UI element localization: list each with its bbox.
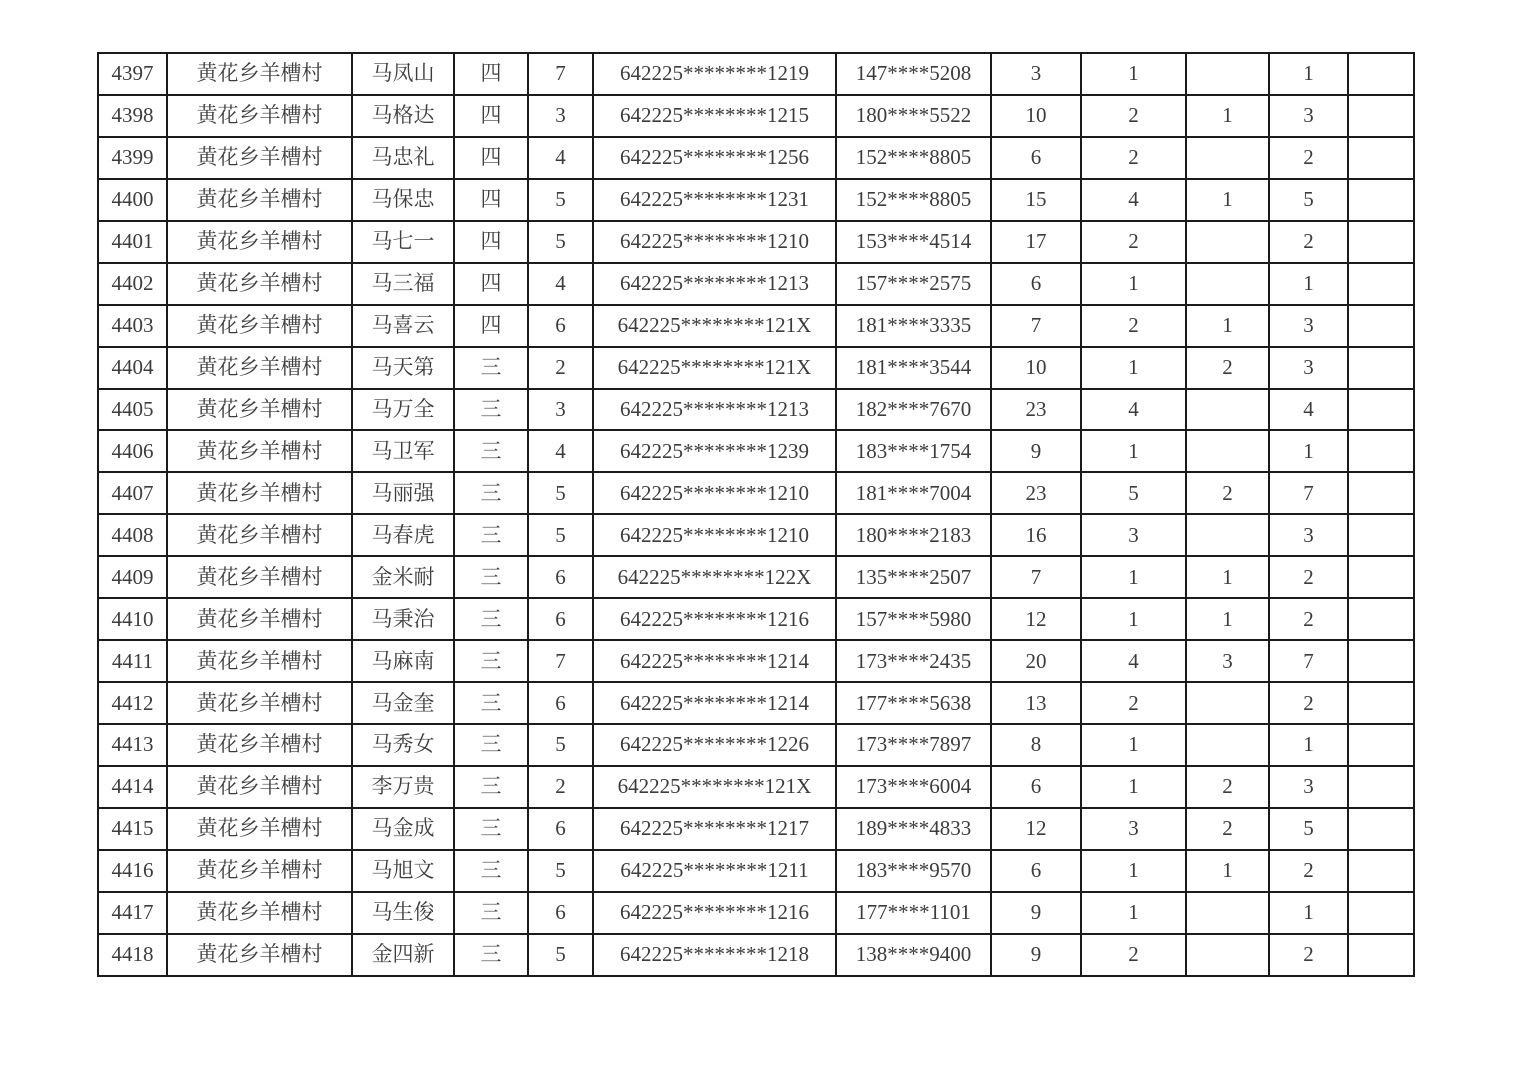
value-cell-a: 3 [991, 53, 1081, 95]
value-cell-c [1186, 514, 1269, 556]
value-cell-b: 2 [1081, 305, 1186, 347]
value-cell-b: 1 [1081, 766, 1186, 808]
value-cell-a: 17 [991, 221, 1081, 263]
blank-cell [1348, 766, 1414, 808]
value-cell-c [1186, 724, 1269, 766]
phone-number-cell: 181****3544 [836, 347, 991, 389]
table-row [98, 934, 1414, 976]
serial-number-cell: 4417 [98, 892, 167, 934]
serial-number-cell: 4399 [98, 137, 167, 179]
value-cell-c [1186, 389, 1269, 431]
phone-number-cell: 180****5522 [836, 95, 991, 137]
id-number-cell: 642225********1210 [593, 514, 836, 556]
id-number-cell: 642225********1256 [593, 137, 836, 179]
group-numeral-cell: 四 [454, 95, 528, 137]
serial-number-cell: 4406 [98, 430, 167, 472]
value-cell-d: 1 [1269, 430, 1348, 472]
blank-cell [1348, 263, 1414, 305]
count-cell: 6 [528, 598, 593, 640]
id-number-cell: 642225********1210 [593, 221, 836, 263]
blank-cell [1348, 95, 1414, 137]
phone-number-cell: 147****5208 [836, 53, 991, 95]
group-numeral-cell: 三 [454, 556, 528, 598]
value-cell-b: 1 [1081, 724, 1186, 766]
table-row [98, 221, 1414, 263]
value-cell-c: 3 [1186, 640, 1269, 682]
value-cell-a: 7 [991, 556, 1081, 598]
group-numeral-cell: 四 [454, 53, 528, 95]
blank-cell [1348, 808, 1414, 850]
village-cell: 黄花乡羊槽村 [167, 640, 352, 682]
id-number-cell: 642225********1239 [593, 430, 836, 472]
value-cell-c: 1 [1186, 305, 1269, 347]
value-cell-d: 4 [1269, 389, 1348, 431]
table-row [98, 263, 1414, 305]
value-cell-b: 1 [1081, 347, 1186, 389]
serial-number-cell: 4407 [98, 472, 167, 514]
count-cell: 7 [528, 53, 593, 95]
village-cell: 黄花乡羊槽村 [167, 347, 352, 389]
phone-number-cell: 189****4833 [836, 808, 991, 850]
value-cell-b: 2 [1081, 221, 1186, 263]
name-cell: 马金成 [352, 808, 454, 850]
group-numeral-cell: 三 [454, 850, 528, 892]
value-cell-d: 2 [1269, 934, 1348, 976]
blank-cell [1348, 556, 1414, 598]
value-cell-a: 15 [991, 179, 1081, 221]
phone-number-cell: 180****2183 [836, 514, 991, 556]
value-cell-c: 1 [1186, 95, 1269, 137]
value-cell-d: 7 [1269, 472, 1348, 514]
group-numeral-cell: 三 [454, 514, 528, 556]
value-cell-a: 12 [991, 598, 1081, 640]
name-cell: 马卫军 [352, 430, 454, 472]
table-row [98, 598, 1414, 640]
value-cell-a: 10 [991, 347, 1081, 389]
name-cell: 马生俊 [352, 892, 454, 934]
name-cell: 马万全 [352, 389, 454, 431]
value-cell-c [1186, 934, 1269, 976]
count-cell: 6 [528, 556, 593, 598]
value-cell-b: 2 [1081, 682, 1186, 724]
table-row [98, 808, 1414, 850]
blank-cell [1348, 682, 1414, 724]
value-cell-b: 5 [1081, 472, 1186, 514]
group-numeral-cell: 三 [454, 472, 528, 514]
blank-cell [1348, 472, 1414, 514]
name-cell: 马忠礼 [352, 137, 454, 179]
serial-number-cell: 4400 [98, 179, 167, 221]
value-cell-a: 8 [991, 724, 1081, 766]
group-numeral-cell: 四 [454, 179, 528, 221]
group-numeral-cell: 三 [454, 892, 528, 934]
count-cell: 6 [528, 305, 593, 347]
phone-number-cell: 153****4514 [836, 221, 991, 263]
blank-cell [1348, 347, 1414, 389]
value-cell-a: 16 [991, 514, 1081, 556]
name-cell: 马秀女 [352, 724, 454, 766]
value-cell-a: 6 [991, 137, 1081, 179]
value-cell-c [1186, 221, 1269, 263]
value-cell-c: 1 [1186, 179, 1269, 221]
value-cell-d: 2 [1269, 137, 1348, 179]
blank-cell [1348, 598, 1414, 640]
name-cell: 金四新 [352, 934, 454, 976]
group-numeral-cell: 三 [454, 598, 528, 640]
phone-number-cell: 152****8805 [836, 137, 991, 179]
value-cell-b: 1 [1081, 892, 1186, 934]
serial-number-cell: 4401 [98, 221, 167, 263]
name-cell: 马喜云 [352, 305, 454, 347]
value-cell-b: 1 [1081, 598, 1186, 640]
value-cell-d: 5 [1269, 179, 1348, 221]
table-row [98, 556, 1414, 598]
id-number-cell: 642225********122X [593, 556, 836, 598]
value-cell-b: 1 [1081, 850, 1186, 892]
blank-cell [1348, 892, 1414, 934]
blank-cell [1348, 137, 1414, 179]
id-number-cell: 642225********1214 [593, 640, 836, 682]
name-cell: 马金奎 [352, 682, 454, 724]
blank-cell [1348, 53, 1414, 95]
value-cell-c [1186, 53, 1269, 95]
village-cell: 黄花乡羊槽村 [167, 514, 352, 556]
value-cell-d: 7 [1269, 640, 1348, 682]
table-row [98, 472, 1414, 514]
id-number-cell: 642225********1214 [593, 682, 836, 724]
count-cell: 5 [528, 472, 593, 514]
value-cell-a: 23 [991, 389, 1081, 431]
serial-number-cell: 4416 [98, 850, 167, 892]
count-cell: 4 [528, 430, 593, 472]
count-cell: 5 [528, 514, 593, 556]
value-cell-b: 2 [1081, 934, 1186, 976]
name-cell: 马秉治 [352, 598, 454, 640]
table-row [98, 305, 1414, 347]
value-cell-a: 6 [991, 766, 1081, 808]
phone-number-cell: 173****2435 [836, 640, 991, 682]
value-cell-d: 3 [1269, 766, 1348, 808]
group-numeral-cell: 三 [454, 808, 528, 850]
serial-number-cell: 4413 [98, 724, 167, 766]
phone-number-cell: 177****1101 [836, 892, 991, 934]
count-cell: 7 [528, 640, 593, 682]
group-numeral-cell: 三 [454, 724, 528, 766]
village-cell: 黄花乡羊槽村 [167, 472, 352, 514]
value-cell-a: 12 [991, 808, 1081, 850]
value-cell-c [1186, 263, 1269, 305]
group-numeral-cell: 三 [454, 934, 528, 976]
table-row [98, 850, 1414, 892]
blank-cell [1348, 850, 1414, 892]
serial-number-cell: 4418 [98, 934, 167, 976]
value-cell-a: 23 [991, 472, 1081, 514]
value-cell-d: 2 [1269, 850, 1348, 892]
value-cell-d: 5 [1269, 808, 1348, 850]
table-row [98, 389, 1414, 431]
value-cell-c: 1 [1186, 598, 1269, 640]
village-cell: 黄花乡羊槽村 [167, 808, 352, 850]
blank-cell [1348, 430, 1414, 472]
count-cell: 6 [528, 682, 593, 724]
phone-number-cell: 181****7004 [836, 472, 991, 514]
value-cell-a: 9 [991, 892, 1081, 934]
value-cell-b: 2 [1081, 137, 1186, 179]
phone-number-cell: 157****2575 [836, 263, 991, 305]
serial-number-cell: 4409 [98, 556, 167, 598]
phone-number-cell: 135****2507 [836, 556, 991, 598]
value-cell-b: 1 [1081, 53, 1186, 95]
serial-number-cell: 4410 [98, 598, 167, 640]
count-cell: 3 [528, 389, 593, 431]
phone-number-cell: 177****5638 [836, 682, 991, 724]
name-cell: 马麻南 [352, 640, 454, 682]
value-cell-d: 3 [1269, 95, 1348, 137]
value-cell-d: 2 [1269, 221, 1348, 263]
village-cell: 黄花乡羊槽村 [167, 263, 352, 305]
name-cell: 马春虎 [352, 514, 454, 556]
value-cell-d: 2 [1269, 682, 1348, 724]
value-cell-b: 3 [1081, 514, 1186, 556]
name-cell: 马天第 [352, 347, 454, 389]
value-cell-a: 10 [991, 95, 1081, 137]
name-cell: 李万贵 [352, 766, 454, 808]
name-cell: 马凤山 [352, 53, 454, 95]
serial-number-cell: 4403 [98, 305, 167, 347]
value-cell-c [1186, 137, 1269, 179]
name-cell: 马格达 [352, 95, 454, 137]
phone-number-cell: 183****1754 [836, 430, 991, 472]
id-number-cell: 642225********1218 [593, 934, 836, 976]
phone-number-cell: 138****9400 [836, 934, 991, 976]
phone-number-cell: 173****7897 [836, 724, 991, 766]
village-cell: 黄花乡羊槽村 [167, 598, 352, 640]
phone-number-cell: 181****3335 [836, 305, 991, 347]
value-cell-c [1186, 682, 1269, 724]
blank-cell [1348, 305, 1414, 347]
id-number-cell: 642225********1216 [593, 892, 836, 934]
group-numeral-cell: 三 [454, 682, 528, 724]
serial-number-cell: 4414 [98, 766, 167, 808]
serial-number-cell: 4415 [98, 808, 167, 850]
table-row [98, 95, 1414, 137]
value-cell-a: 9 [991, 430, 1081, 472]
village-cell: 黄花乡羊槽村 [167, 221, 352, 263]
village-cell: 黄花乡羊槽村 [167, 137, 352, 179]
village-cell: 黄花乡羊槽村 [167, 682, 352, 724]
value-cell-d: 2 [1269, 598, 1348, 640]
value-cell-c [1186, 892, 1269, 934]
value-cell-c [1186, 430, 1269, 472]
blank-cell [1348, 389, 1414, 431]
value-cell-d: 2 [1269, 556, 1348, 598]
id-number-cell: 642225********1213 [593, 389, 836, 431]
blank-cell [1348, 640, 1414, 682]
value-cell-d: 3 [1269, 514, 1348, 556]
table-row [98, 766, 1414, 808]
value-cell-b: 3 [1081, 808, 1186, 850]
serial-number-cell: 4397 [98, 53, 167, 95]
count-cell: 4 [528, 137, 593, 179]
serial-number-cell: 4408 [98, 514, 167, 556]
value-cell-c: 2 [1186, 808, 1269, 850]
serial-number-cell: 4398 [98, 95, 167, 137]
count-cell: 5 [528, 850, 593, 892]
count-cell: 2 [528, 347, 593, 389]
village-cell: 黄花乡羊槽村 [167, 53, 352, 95]
blank-cell [1348, 514, 1414, 556]
value-cell-a: 6 [991, 850, 1081, 892]
name-cell: 马七一 [352, 221, 454, 263]
count-cell: 3 [528, 95, 593, 137]
phone-number-cell: 157****5980 [836, 598, 991, 640]
group-numeral-cell: 四 [454, 137, 528, 179]
village-cell: 黄花乡羊槽村 [167, 766, 352, 808]
serial-number-cell: 4402 [98, 263, 167, 305]
group-numeral-cell: 四 [454, 263, 528, 305]
table-row [98, 137, 1414, 179]
village-cell: 黄花乡羊槽村 [167, 724, 352, 766]
value-cell-b: 2 [1081, 95, 1186, 137]
group-numeral-cell: 三 [454, 347, 528, 389]
table-row [98, 179, 1414, 221]
value-cell-d: 1 [1269, 724, 1348, 766]
value-cell-c: 2 [1186, 347, 1269, 389]
value-cell-b: 4 [1081, 389, 1186, 431]
group-numeral-cell: 四 [454, 305, 528, 347]
id-number-cell: 642225********1226 [593, 724, 836, 766]
count-cell: 5 [528, 934, 593, 976]
count-cell: 4 [528, 263, 593, 305]
value-cell-d: 3 [1269, 305, 1348, 347]
value-cell-b: 4 [1081, 640, 1186, 682]
name-cell: 马旭文 [352, 850, 454, 892]
value-cell-b: 4 [1081, 179, 1186, 221]
id-number-cell: 642225********1211 [593, 850, 836, 892]
blank-cell [1348, 934, 1414, 976]
blank-cell [1348, 221, 1414, 263]
count-cell: 5 [528, 724, 593, 766]
value-cell-d: 1 [1269, 892, 1348, 934]
phone-number-cell: 173****6004 [836, 766, 991, 808]
id-number-cell: 642225********1210 [593, 472, 836, 514]
id-number-cell: 642225********1217 [593, 808, 836, 850]
value-cell-d: 3 [1269, 347, 1348, 389]
table-row [98, 514, 1414, 556]
village-cell: 黄花乡羊槽村 [167, 305, 352, 347]
group-numeral-cell: 三 [454, 389, 528, 431]
count-cell: 6 [528, 892, 593, 934]
table-row [98, 724, 1414, 766]
name-cell: 马三福 [352, 263, 454, 305]
village-cell: 黄花乡羊槽村 [167, 179, 352, 221]
value-cell-a: 9 [991, 934, 1081, 976]
count-cell: 5 [528, 179, 593, 221]
roster-table [97, 52, 1415, 977]
village-cell: 黄花乡羊槽村 [167, 95, 352, 137]
id-number-cell: 642225********121X [593, 305, 836, 347]
village-cell: 黄花乡羊槽村 [167, 389, 352, 431]
count-cell: 5 [528, 221, 593, 263]
serial-number-cell: 4405 [98, 389, 167, 431]
blank-cell [1348, 179, 1414, 221]
name-cell: 金米耐 [352, 556, 454, 598]
name-cell: 马丽强 [352, 472, 454, 514]
value-cell-c: 1 [1186, 556, 1269, 598]
table-row [98, 430, 1414, 472]
phone-number-cell: 183****9570 [836, 850, 991, 892]
village-cell: 黄花乡羊槽村 [167, 556, 352, 598]
count-cell: 6 [528, 808, 593, 850]
value-cell-b: 1 [1081, 263, 1186, 305]
id-number-cell: 642225********1216 [593, 598, 836, 640]
group-numeral-cell: 三 [454, 430, 528, 472]
table-row [98, 682, 1414, 724]
value-cell-a: 7 [991, 305, 1081, 347]
serial-number-cell: 4411 [98, 640, 167, 682]
village-cell: 黄花乡羊槽村 [167, 892, 352, 934]
value-cell-c: 2 [1186, 472, 1269, 514]
id-number-cell: 642225********121X [593, 766, 836, 808]
group-numeral-cell: 三 [454, 766, 528, 808]
table-row [98, 892, 1414, 934]
value-cell-b: 1 [1081, 430, 1186, 472]
id-number-cell: 642225********121X [593, 347, 836, 389]
serial-number-cell: 4412 [98, 682, 167, 724]
village-cell: 黄花乡羊槽村 [167, 850, 352, 892]
count-cell: 2 [528, 766, 593, 808]
id-number-cell: 642225********1215 [593, 95, 836, 137]
value-cell-a: 20 [991, 640, 1081, 682]
value-cell-a: 13 [991, 682, 1081, 724]
id-number-cell: 642225********1219 [593, 53, 836, 95]
value-cell-a: 6 [991, 263, 1081, 305]
table-row [98, 53, 1414, 95]
village-cell: 黄花乡羊槽村 [167, 934, 352, 976]
phone-number-cell: 152****8805 [836, 179, 991, 221]
value-cell-b: 1 [1081, 556, 1186, 598]
id-number-cell: 642225********1231 [593, 179, 836, 221]
table-row [98, 347, 1414, 389]
value-cell-d: 1 [1269, 263, 1348, 305]
serial-number-cell: 4404 [98, 347, 167, 389]
value-cell-c: 1 [1186, 850, 1269, 892]
id-number-cell: 642225********1213 [593, 263, 836, 305]
group-numeral-cell: 三 [454, 640, 528, 682]
value-cell-d: 1 [1269, 53, 1348, 95]
table-row [98, 640, 1414, 682]
name-cell: 马保忠 [352, 179, 454, 221]
village-cell: 黄花乡羊槽村 [167, 430, 352, 472]
roster-table-container [97, 52, 1415, 977]
value-cell-c: 2 [1186, 766, 1269, 808]
group-numeral-cell: 四 [454, 221, 528, 263]
table-body [98, 53, 1414, 976]
phone-number-cell: 182****7670 [836, 389, 991, 431]
blank-cell [1348, 724, 1414, 766]
